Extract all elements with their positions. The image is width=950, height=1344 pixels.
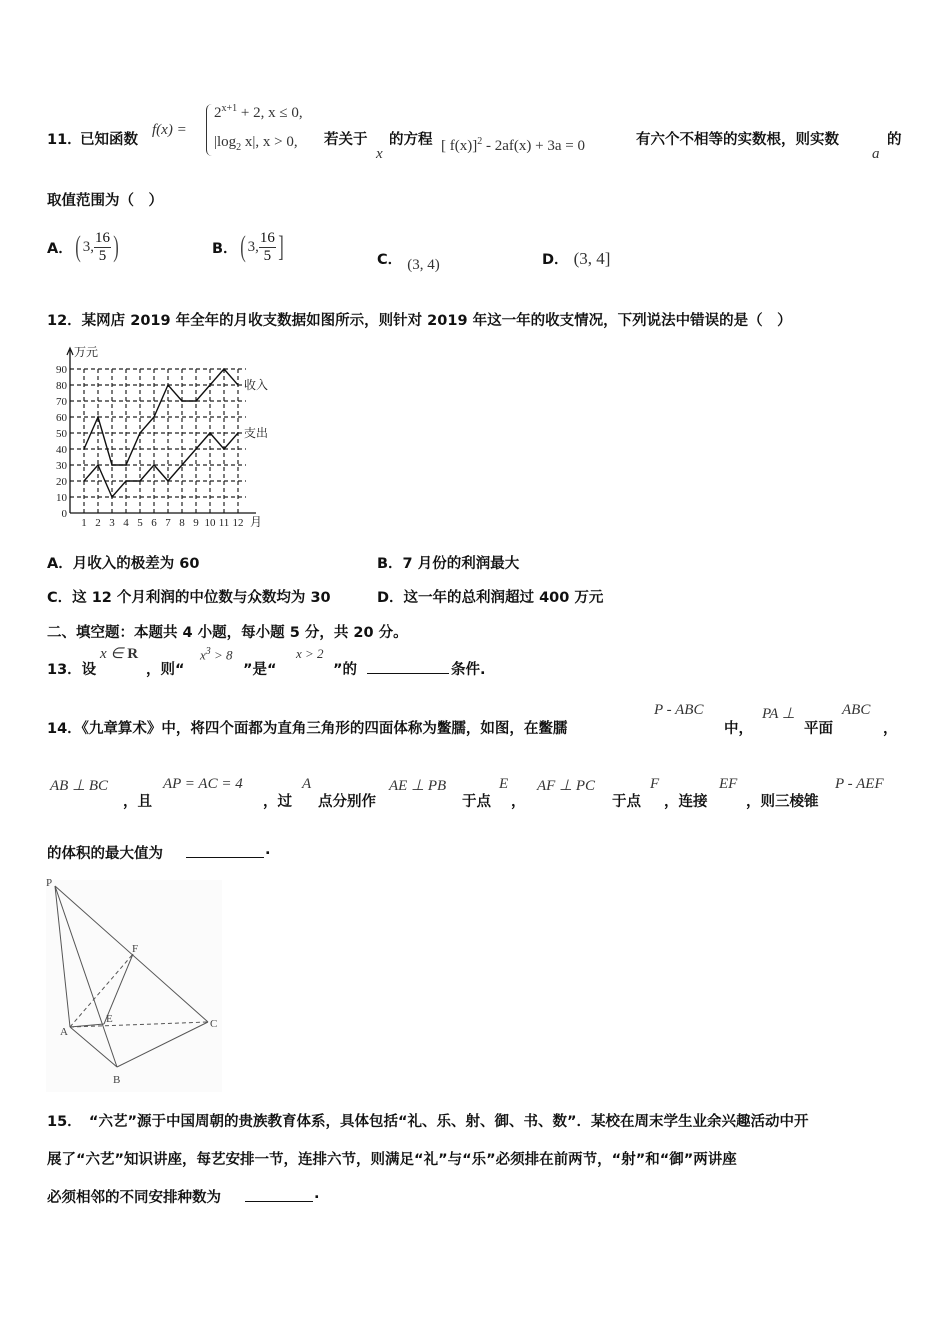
data-point	[83, 448, 85, 450]
q11-line2: 取值范围为（ ）	[47, 193, 163, 209]
q15-answer-blank[interactable]	[245, 1186, 313, 1202]
data-point	[139, 432, 141, 434]
x-tick-label: 4	[123, 517, 129, 529]
data-point	[97, 464, 99, 466]
option-value: 3,	[82, 238, 94, 255]
q14-math-pabc: P - ABC	[654, 702, 704, 718]
data-point	[83, 480, 85, 482]
q11-var-a: a	[872, 146, 880, 162]
q13-text2: ”是“	[243, 662, 277, 678]
data-point	[139, 480, 141, 482]
q11-lead: 已知函数	[80, 132, 138, 148]
data-point	[125, 480, 127, 482]
x-tick-label: 9	[193, 517, 199, 529]
x-tick-label: 11	[218, 517, 230, 529]
option-label: B．	[212, 240, 238, 257]
q12-text: 12．某网店 2019 年全年的月收支数据如图所示，则针对 2019 年这一年的收支情况，下列说法中错误的是（ ）	[47, 313, 792, 329]
x-tick-label: 12	[232, 517, 244, 529]
q13-text3: ”的	[333, 662, 358, 678]
x-tick-label: 8	[179, 517, 185, 529]
q14-text-zuo: 点分别作	[318, 794, 376, 810]
q11-option-c[interactable]	[377, 248, 440, 273]
q15-end: .	[314, 1186, 320, 1202]
data-point	[181, 464, 183, 466]
x-tick-label: 7	[165, 517, 171, 529]
q14-math-pa: PA ⊥	[762, 706, 795, 722]
q14-math-e: E	[499, 776, 509, 792]
y-tick-label: 90	[56, 364, 67, 376]
x-tick-label: 10	[204, 517, 216, 529]
right-paren: )	[113, 230, 119, 263]
q11-fx: f(x) =	[152, 122, 187, 138]
q12-option-d[interactable]: D．这一年的总利润超过 400 万元	[377, 590, 604, 606]
label-b: B	[113, 1074, 121, 1086]
tetrahedron-figure	[40, 872, 230, 1092]
data-point	[167, 384, 169, 386]
q13-text4: 条件.	[451, 662, 486, 678]
q11-equation: [ f(x)]$^2$ - 2af(x) + 3a = 0	[441, 136, 585, 154]
right-bracket: ]	[278, 230, 284, 263]
q11-mid2: 的方程	[389, 132, 433, 148]
q14-math-ef: EF	[719, 776, 738, 792]
data-point	[181, 400, 183, 402]
q14-math-ae-pb: AE ⊥ PB	[389, 778, 447, 794]
label-p: P	[46, 877, 53, 889]
q14-math-af-pc: AF ⊥ PC	[537, 778, 596, 794]
y-tick-label: 50	[56, 428, 67, 440]
figure-background	[46, 880, 222, 1092]
y-tick-label: 20	[56, 476, 67, 488]
left-paren: (	[74, 230, 81, 263]
option-label: A．	[47, 240, 73, 257]
q11-option-a[interactable]	[47, 222, 121, 272]
q14-end: .	[265, 842, 271, 858]
x-tick-label: 6	[151, 517, 157, 529]
x-tick-label: 1	[81, 517, 87, 529]
data-point	[111, 464, 113, 466]
q13-text1: ，则“	[146, 662, 185, 678]
y-tick-label: 60	[56, 412, 67, 424]
fraction: $\frac{16}{5}$	[259, 229, 275, 264]
fraction: $\frac{16}{5}$	[94, 229, 110, 264]
data-point	[195, 400, 197, 402]
q14-text-lianjie: ，连接	[664, 794, 708, 810]
q14-text-sanleng: ，则三棱锥	[746, 794, 819, 810]
label-f: F	[132, 943, 139, 955]
data-point	[125, 464, 127, 466]
q14-text-yudian2: 于点	[612, 794, 641, 810]
data-point	[209, 432, 211, 434]
option-value: (3, 4]	[573, 249, 611, 268]
x-tick-label: 3	[109, 517, 115, 529]
q15-line1: 15． “六艺”源于中国周朝的贵族教育体系，具体包括“礼、乐、射、御、书、数”．某校在周末学生业余兴趣活动中开	[47, 1114, 809, 1130]
data-point	[195, 448, 197, 450]
q14-math-a: A	[302, 776, 312, 792]
x-tick-label: 2	[95, 517, 101, 529]
income-expense-chart	[40, 342, 290, 532]
q14-text-qie: ，且	[123, 794, 152, 810]
label-a: A	[60, 1026, 68, 1038]
data-point	[223, 368, 225, 370]
q14-text-comma: ，	[883, 721, 898, 737]
q11-option-d[interactable]	[542, 248, 610, 269]
q11-var-x: x	[376, 146, 383, 162]
label-c: C	[210, 1018, 218, 1030]
q14-math-ab-bc: AB ⊥ BC	[50, 778, 109, 794]
q11-tail: 有六个不相等的实数根，则实数	[636, 132, 839, 148]
q15-line3: 必须相邻的不同安排种数为	[47, 1190, 221, 1206]
q14-answer-blank[interactable]	[186, 842, 264, 858]
option-value: 3,	[247, 238, 259, 255]
y-tick-label: 0	[61, 508, 67, 520]
option-label: C．	[377, 252, 403, 268]
x-axis-label: 月	[250, 515, 263, 529]
q14-text-plane: 平面	[804, 721, 833, 737]
x-tick-label: 5	[137, 517, 143, 529]
left-paren: (	[239, 230, 246, 263]
data-point	[209, 384, 211, 386]
y-tick-label: 10	[56, 492, 67, 504]
chart-labels	[56, 345, 268, 529]
q14-math-f: F	[650, 776, 660, 792]
y-tick-label: 30	[56, 460, 67, 472]
q14-math-ap-ac: AP = AC = 4	[163, 776, 243, 792]
q14-math-paef: P - AEF	[835, 776, 884, 792]
q13-p2: x > 2	[296, 646, 324, 661]
series-label: 收入	[244, 378, 269, 392]
q11-case1: $2^{x+1} + 2$, x ≤ 0,	[214, 103, 303, 121]
y-tick-label: 40	[56, 444, 67, 456]
q14-text-guo: ，过	[263, 794, 292, 810]
q13-number: 13．设	[47, 662, 97, 678]
q12-option-b[interactable]: B．7 月份的利润最大	[377, 556, 520, 572]
data-point	[97, 416, 99, 418]
y-tick-label: 70	[56, 396, 67, 408]
q12-option-a[interactable]: A．月收入的极差为 60	[47, 556, 200, 572]
data-point	[237, 432, 239, 434]
data-point	[167, 480, 169, 482]
series-label: 支出	[244, 426, 269, 440]
data-point	[237, 384, 239, 386]
q15-line2: 展了“六艺”知识讲座，每艺安排一节，连排六节，则满足“礼”与“乐”必须排在前两节，“射”和“御”两讲座	[47, 1152, 737, 1168]
q11-option-b[interactable]	[212, 222, 286, 272]
q14-line3: 的体积的最大值为	[47, 846, 163, 862]
chart-grid	[70, 369, 246, 513]
q14-text-comma2: ，	[511, 794, 526, 810]
q11-mid: 若关于	[324, 132, 368, 148]
q11-tail2: 的	[887, 132, 902, 148]
q11-number: 11．	[47, 132, 82, 148]
q13-answer-blank[interactable]	[367, 658, 449, 674]
option-value: (3, 4)	[407, 257, 440, 273]
data-point	[153, 464, 155, 466]
q14-line1: 14．《九章算术》中，将四个面都为直角三角形的四面体称为鳖臑，如图，在鳖臑	[47, 721, 568, 737]
q12-option-c[interactable]: C．这 12 个月利润的中位数与众数均为 30	[47, 590, 331, 606]
section-title: 二、填空题：本题共 4 小题，每小题 5 分，共 20 分。	[47, 625, 408, 641]
q13-p1: $x^3 > 8$	[200, 646, 233, 663]
label-e: E	[106, 1013, 113, 1025]
q14-math-abc: ABC	[842, 702, 871, 718]
y-axis-label: 万元	[74, 345, 99, 359]
data-point	[111, 496, 113, 498]
data-point	[153, 416, 155, 418]
q11-case2: $|\log_2$ x|, x > 0,	[214, 134, 298, 153]
q14-text-yudian1: 于点	[462, 794, 491, 810]
q14-text-zhong: 中，	[724, 721, 753, 737]
data-point	[223, 448, 225, 450]
option-label: D．	[542, 252, 569, 268]
q13-cond: x ∈ R	[100, 646, 139, 662]
y-tick-label: 80	[56, 380, 67, 392]
